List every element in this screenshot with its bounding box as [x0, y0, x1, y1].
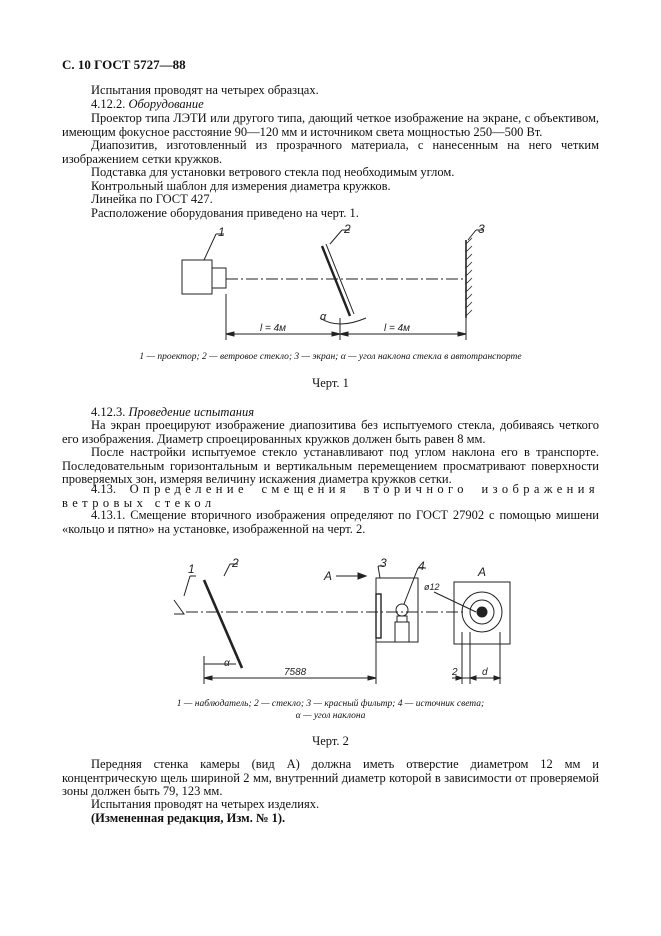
- slot-width-label: 2: [452, 667, 458, 678]
- paragraph: На экран проецируют изображение диапозитива без испытуемого стекла, добиваясь четкого его изображения. Диаметр спроецированных кружков должен быть равен 8 мм.: [62, 418, 599, 446]
- section-title: Определение смещения вторичного изображения ветровых стекол: [62, 482, 599, 510]
- label-1: 1: [218, 225, 225, 239]
- glass: [322, 246, 350, 316]
- leader-1: [204, 234, 216, 260]
- section-number: 4.12.3.: [91, 405, 126, 419]
- figure-2-caption: 1 — наблюдатель; 2 — стекло; 3 — красный фильтр; 4 — источник света;: [176, 699, 485, 709]
- section-title: Проведение испытания: [128, 405, 255, 419]
- diameter-label: ø12: [424, 582, 440, 592]
- glass: [204, 580, 242, 668]
- paragraph: Линейка по ГОСТ 427.: [91, 192, 213, 206]
- paragraph: Испытания проводят на четырех изделиях.: [91, 797, 320, 811]
- paragraph: Испытания проводят на четырех образцах.: [91, 83, 319, 97]
- paragraph: После настройки испытуемое стекло устанавливают под углом наклона его в транспорте. Последовательным горизонтальным и вертикальным перемещением просматривают поверхности проверяемых зон, измеряя величину искажения диаметра кружков сетки.: [62, 445, 599, 487]
- projector-lens: [212, 268, 226, 288]
- section-number: 4.12.2.: [91, 97, 126, 111]
- section-title: Оборудование: [128, 97, 204, 111]
- section-number: 4.13.: [91, 482, 116, 496]
- paragraph: Контрольный шаблон для измерения диаметра кружков.: [91, 179, 391, 193]
- alpha-label: α: [320, 311, 327, 323]
- label-1: 1: [188, 562, 195, 576]
- observer-eye: [174, 600, 184, 614]
- figure-2-caption-alpha: α — угол наклона: [295, 711, 366, 721]
- front-view-label-a: А: [478, 565, 487, 579]
- paragraph: Проектор типа ЛЭТИ или другого типа, дающий четкое изображение на экране, с объективом, имеющим фокусное расстояние 90—120 мм и источником света мощностью 250—500 Вт.: [62, 111, 599, 139]
- paragraph: Диапозитив, изготовленный из прозрачного материала, с нанесенным на него четким изображением сетки кружков.: [62, 138, 599, 166]
- label-3: 3: [478, 222, 485, 236]
- figure-1-label: Черт. 1: [312, 376, 349, 390]
- amendment-note: (Измененная редакция, Изм. № 1).: [91, 811, 286, 825]
- dimension-label-2: l = 4м: [384, 323, 411, 334]
- label-3: 3: [380, 556, 387, 570]
- page-header: С. 10 ГОСТ 5727—88: [62, 57, 186, 72]
- light-source: [396, 604, 408, 616]
- red-filter: [376, 594, 381, 638]
- distance-label: 7588: [284, 667, 307, 678]
- view-label-a: А: [324, 569, 333, 583]
- section-heading: [62, 98, 599, 112]
- figure-1-caption: 1 — проектор; 2 — ветровое стекло; 3 — экран; α — угол наклона стекла в автотранспорте: [139, 352, 522, 362]
- section-heading: [62, 482, 599, 510]
- center-spot: [477, 607, 487, 617]
- dimension-label-1: l = 4м: [260, 323, 287, 334]
- paragraph: 4.13.1. Смещение вторичного изображения определяют по ГОСТ 27902 с помощью мишени «кольцо и пятно» на установке, изображенной на черт. 2.: [62, 508, 599, 536]
- label-2: 2: [232, 556, 239, 570]
- paragraph: Расположение оборудования приведено на черт. 1.: [91, 206, 359, 220]
- paragraph: Подставка для установки ветрового стекла под необходимым углом.: [91, 165, 455, 179]
- chamber-box: [376, 578, 418, 642]
- figure-1-drawing: [170, 222, 490, 352]
- figure-2-drawing: [166, 556, 526, 696]
- label-4: 4: [418, 559, 425, 573]
- angle-arc: [320, 318, 366, 324]
- alpha-label: α: [224, 658, 230, 669]
- paragraph: Передняя стенка камеры (вид А) должна иметь отверстие диаметром 12 мм и концентрическую щель шириной 2 мм, внутренний диаметр которой в зависимости от проверяемой зоны должен быть 79, 123 мм.: [62, 757, 599, 799]
- projector-body: [182, 260, 212, 294]
- diameter-d-label: d: [482, 667, 488, 678]
- figure-2-label: Черт. 2: [312, 734, 349, 748]
- label-2: 2: [344, 222, 351, 236]
